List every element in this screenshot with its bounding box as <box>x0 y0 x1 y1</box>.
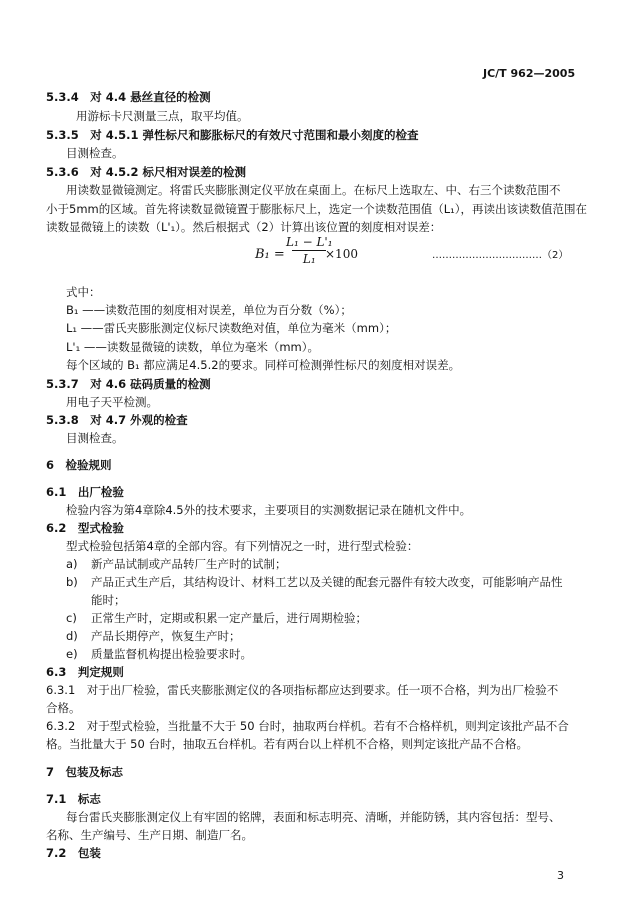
list-item-d-text: 产品长期停产，恢复生产时； <box>91 629 241 643</box>
section-6-3-1-line1: 6.3.1 对于出厂检验，雷氏夹膨胀测定仪的各项指标都应达到要求。任一项不合格，判为出厂检验不 <box>46 683 559 697</box>
section-5-3-7-title: 5.3.7 对 4.6 砝码质量的检测 <box>46 377 211 391</box>
list-item-c-text: 正常生产时，定期或积累一定产量后，进行周期检验； <box>91 611 367 625</box>
formula-number: ……………………………（2） <box>432 250 569 261</box>
section-5-3-8-title: 5.3.8 对 4.7 外观的检查 <box>46 413 188 427</box>
list-item-a-text: 新产品试制或产品转厂生产时的试制； <box>91 557 287 571</box>
list-item-b-mark: b) <box>66 575 78 589</box>
list-item-b-text: 产品正式生产后，其结构设计、材料工艺以及关键的配套元器件有较大改变，可能影响产品性 <box>91 575 563 589</box>
where-label: 式中： <box>66 285 101 299</box>
section-6-3-2-line2: 格。当批量大于 50 台时，抽取五台样机。若有两台以上样机不合格，则判定该批产品不合格。 <box>46 737 528 751</box>
section-6-1-text: 检验内容为第4章除4.5外的技术要求，主要项目的实测数据记录在随机文件中。 <box>66 503 472 517</box>
section-5-3-7-text: 用电子天平检测。 <box>66 395 158 409</box>
section-5-3-5-title: 5.3.5 对 4.5.1 弹性标尺和膨胀标尺的有效尺寸范围和最小刻度的检查 <box>46 128 419 142</box>
list-item-e-text: 质量监督机构提出检验要求时。 <box>91 647 252 661</box>
formula-numerator: L₁ − L'₁ <box>286 235 333 249</box>
section-7-1-title: 7.1 标志 <box>46 792 101 806</box>
section-5-3-6-note: 每个区域的 B₁ 都应满足4.5.2的要求。同样可检测弹性标尺的刻度相对误差。 <box>66 358 461 372</box>
fraction-bar <box>292 250 326 251</box>
section-5-3-4-text: 用游标卡尺测量三点，取平均值。 <box>76 109 249 123</box>
document-code: JC/T 962—2005 <box>483 67 576 80</box>
list-item-d-mark: d) <box>66 629 78 643</box>
section-6-3-1-line2: 合格。 <box>46 701 81 715</box>
chapter-7-title: 7 包装及标志 <box>46 765 124 779</box>
section-6-1-title: 6.1 出厂检验 <box>46 485 124 499</box>
chapter-6-title: 6 检验规则 <box>46 458 112 472</box>
section-5-3-8-text: 目测检查。 <box>66 431 124 445</box>
section-7-1-line2: 名称、生产编号、生产日期、制造厂名。 <box>46 828 253 842</box>
section-5-3-4-title: 5.3.4 对 4.4 悬丝直径的检测 <box>46 90 211 104</box>
list-item-b-continuation: 能时； <box>91 593 126 607</box>
section-5-3-6-para-line3: 读数显微镜上的读数（L'₁）。然后根据式（2）计算出该位置的刻度相对误差： <box>46 220 442 234</box>
section-7-1-line1: 每台雷氏夹膨胀测定仪上有牢固的铭牌，表面和标志明亮、清晰，并能防锈，其内容包括：型号、 <box>66 810 561 824</box>
list-item-c-mark: c) <box>66 611 77 625</box>
section-5-3-6-title: 5.3.6 对 4.5.2 标尺相对误差的检测 <box>46 165 246 179</box>
section-5-3-6-para-line1: 用读数显微镜测定。将雷氏夹膨胀测定仪平放在桌面上。在标尺上选取左、中、右三个读数范围不 <box>66 183 561 197</box>
section-7-2-title: 7.2 包装 <box>46 846 101 860</box>
definition-l1: L₁ ——雷氏夹膨胀测定仪标尺读数绝对值，单位为毫米（mm）； <box>66 321 397 335</box>
section-6-2-title: 6.2 型式检验 <box>46 521 124 535</box>
list-item-a-mark: a) <box>66 557 78 571</box>
formula-multiplier: ×100 <box>325 247 358 261</box>
section-6-3-title: 6.3 判定规则 <box>46 665 124 679</box>
list-item-e-mark: e) <box>66 647 78 661</box>
formula-denominator: L₁ <box>302 252 316 266</box>
definition-l1-prime: L'₁ ——读数显微镜的读数，单位为毫米（mm）。 <box>66 340 319 354</box>
section-5-3-6-para-line2: 小于5mm的区域。首先将读数显微镜置于膨胀标尺上，选定一个读数范围值（L₁），再读出该读数值范围在 <box>46 202 587 216</box>
formula-lhs: B₁ = <box>255 247 285 262</box>
page-number: 3 <box>557 869 564 882</box>
section-5-3-5-text: 目测检查。 <box>66 146 124 160</box>
definition-b1: B₁ ——读数范围的刻度相对误差，单位为百分数（%）； <box>66 303 352 317</box>
section-6-2-text: 型式检验包括第4章的全部内容。有下列情况之一时，进行型式检验： <box>66 539 419 553</box>
section-6-3-2-line1: 6.3.2 对于型式检验，当批量不大于 50 台时，抽取两台样机。若有不合格样机，则判定该批产品不合 <box>46 719 569 733</box>
